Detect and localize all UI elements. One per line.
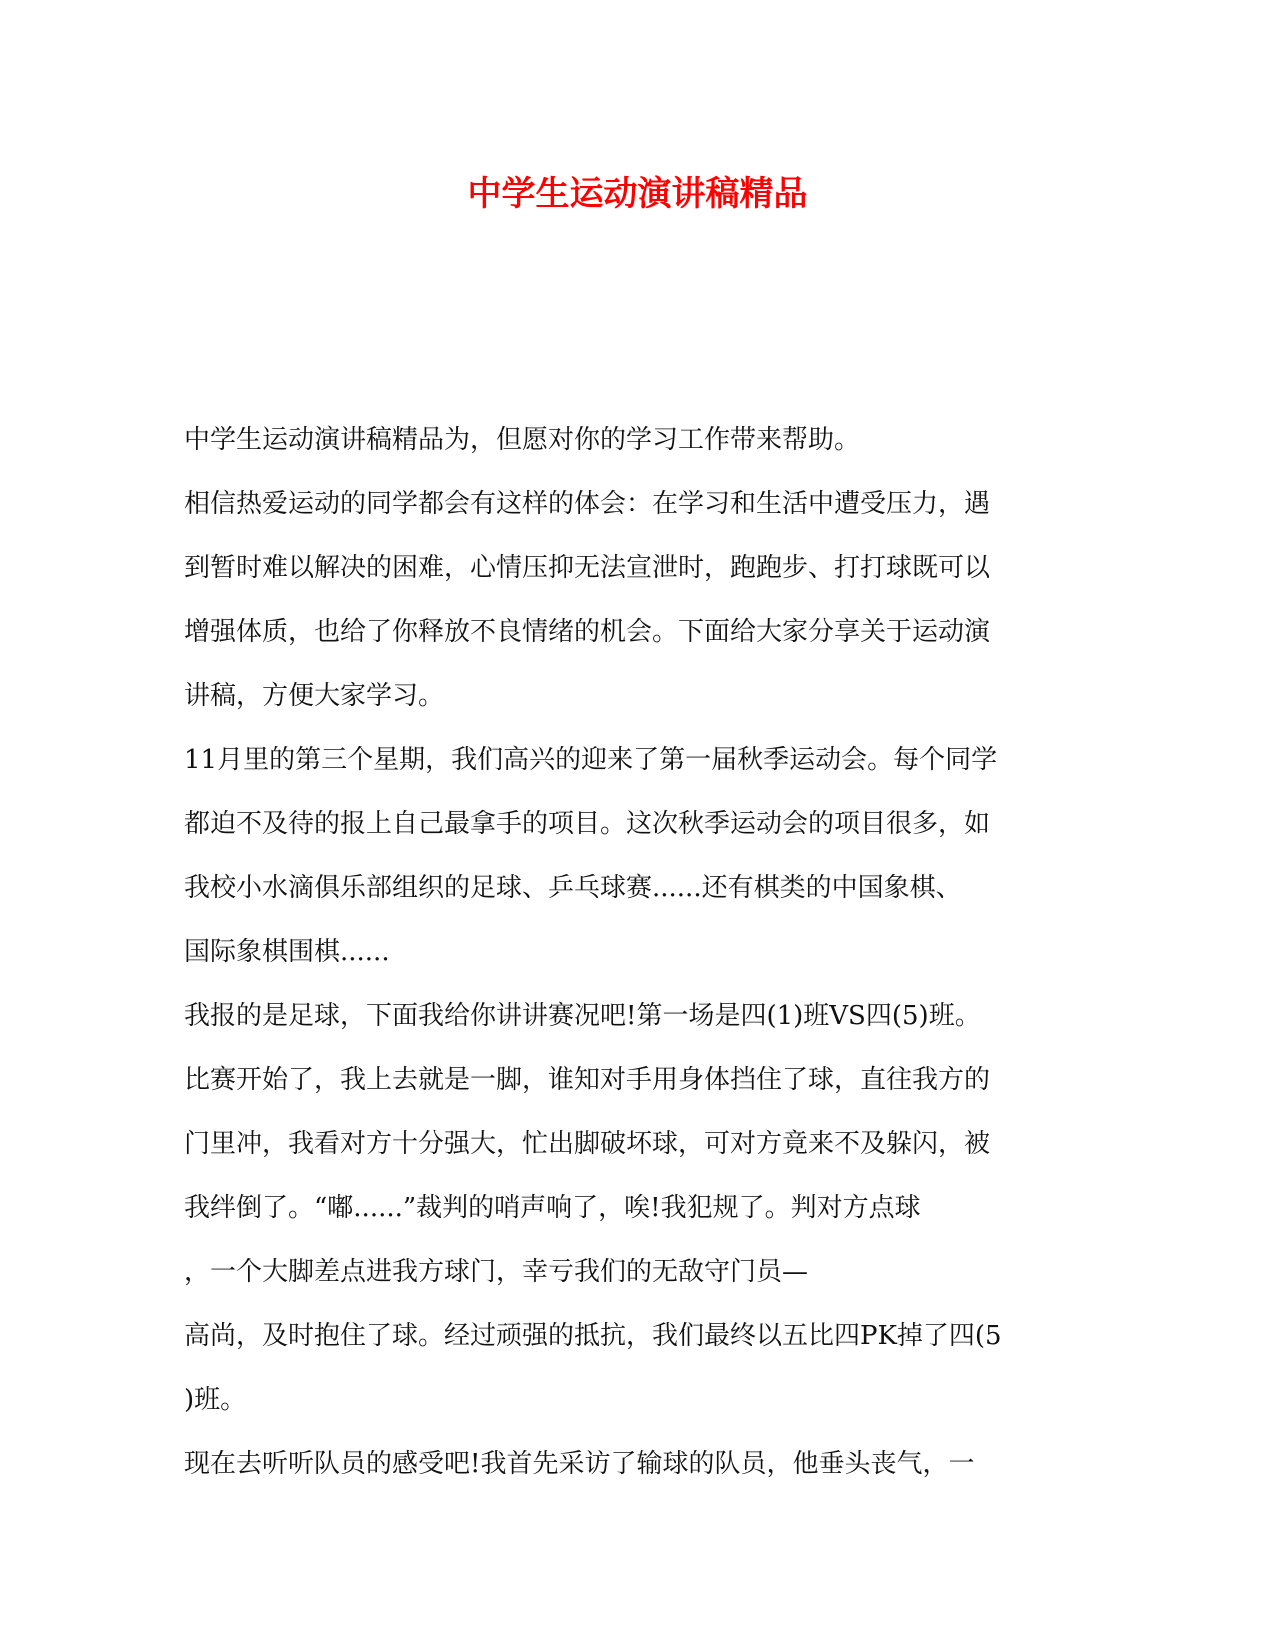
document-body bbox=[184, 408, 1084, 1496]
text-line: 现在去听听队员的感受吧!我首先采访了输球的队员，他垂头丧气，一 bbox=[184, 1449, 975, 1479]
text-line: 国际象棋围棋...... bbox=[184, 937, 390, 967]
text-line: 我校小水滴俱乐部组织的足球、乒乓球赛......还有棋类的中国象棋、 bbox=[184, 873, 962, 903]
text-line: 门里冲，我看对方十分强大，忙出脚破坏球，可对方竟来不及躲闪，被 bbox=[184, 1129, 991, 1159]
text-line: 都迫不及待的报上自己最拿手的项目。这次秋季运动会的项目很多，如 bbox=[184, 809, 991, 839]
text-line: 讲稿，方便大家学习。 bbox=[184, 681, 445, 711]
text-line: 高尚，及时抱住了球。经过顽强的抵抗，我们最终以五比四PK掉了四(5 bbox=[184, 1321, 1002, 1351]
text-line: 增强体质，也给了你释放不良情绪的机会。下面给大家分享关于运动演 bbox=[184, 617, 991, 647]
text-line: 11月里的第三个星期，我们高兴的迎来了第一届秋季运动会。每个同学 bbox=[184, 745, 998, 775]
text-line: 我报的是足球，下面我给你讲讲赛况吧!第一场是四(1)班VS四(5)班。 bbox=[184, 1001, 981, 1031]
text-line: )班。 bbox=[184, 1385, 247, 1415]
text-line: 相信热爱运动的同学都会有这样的体会：在学习和生活中遭受压力，遇 bbox=[184, 489, 991, 519]
text-line: 我绊倒了。“嘟......”裁判的哨声响了，唉!我犯规了。判对方点球 bbox=[184, 1193, 921, 1223]
text-line: 比赛开始了，我上去就是一脚，谁知对手用身体挡住了球，直往我方的 bbox=[184, 1065, 991, 1095]
text-line: 中学生运动演讲稿精品为，但愿对你的学习工作带来帮助。 bbox=[184, 425, 861, 455]
text-line: ，一个大脚差点进我方球门，幸亏我们的无敌守门员— bbox=[184, 1257, 809, 1287]
document-title: 中学生运动演讲稿精品 bbox=[467, 174, 808, 214]
text-line: 到暂时难以解决的困难，心情压抑无法宣泄时，跑跑步、打打球既可以 bbox=[184, 553, 991, 583]
